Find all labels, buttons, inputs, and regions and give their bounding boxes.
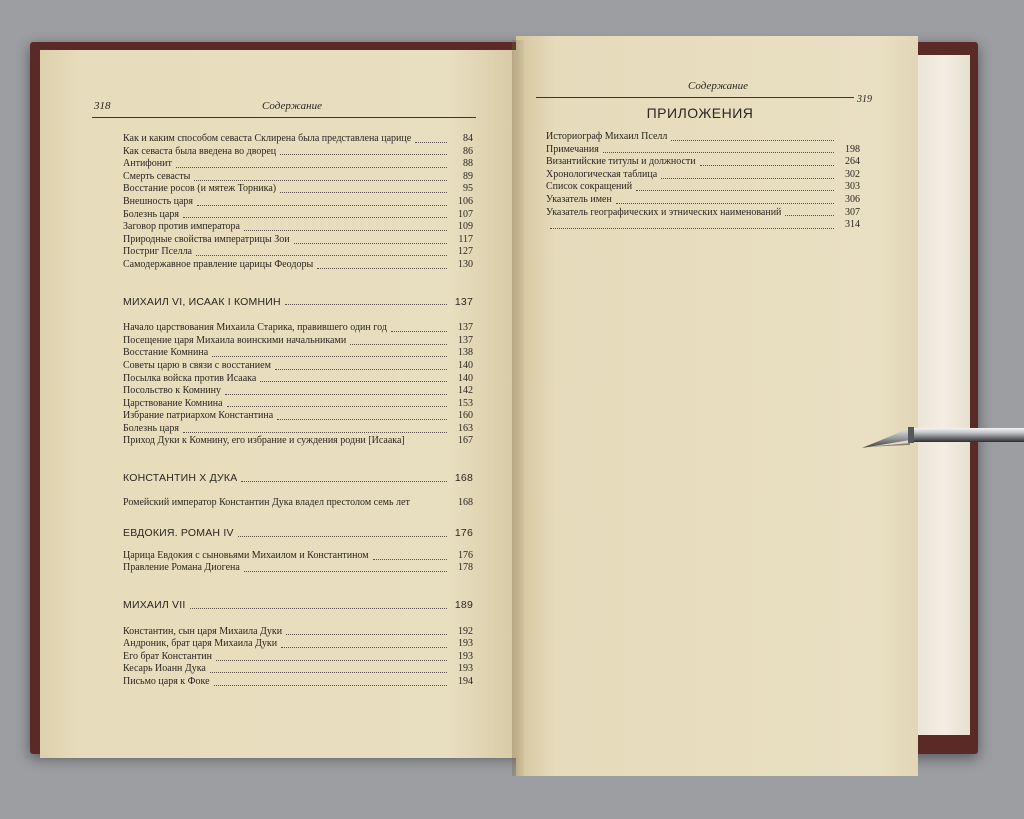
toc-entry-title: Болезнь царя <box>123 208 179 220</box>
leader-dots <box>275 369 447 370</box>
toc-entry[interactable] <box>123 663 473 676</box>
appendix-entry[interactable] <box>546 144 860 157</box>
section-title: МИХАИЛ VII <box>123 599 186 612</box>
toc-entry[interactable] <box>123 626 473 639</box>
leader-dots <box>281 647 447 648</box>
toc-entry-page: 264 <box>845 156 860 168</box>
toc-entry-title: Константин, сын царя Михаила Дуки <box>123 625 283 637</box>
toc-entry-page: 138 <box>458 347 473 359</box>
toc-entry-title: Избрание патриархом Константина <box>123 410 274 422</box>
leader-dots <box>286 634 447 635</box>
leader-dots <box>373 559 447 560</box>
left-page-number: 318 <box>94 100 111 112</box>
toc-entry[interactable] <box>123 676 473 689</box>
right-running-head: Содержание <box>688 80 749 92</box>
leader-dots <box>294 243 447 244</box>
toc-entry-page: 193 <box>458 650 473 662</box>
leader-dots <box>671 140 834 141</box>
toc-entry[interactable] <box>123 360 473 373</box>
toc-entry[interactable] <box>123 246 473 259</box>
toc-entry-page: 95 <box>463 183 473 195</box>
toc-entry-title: Царица Евдокия с сыновьями Михаилом и Константином <box>123 549 369 561</box>
toc-entry-page: 109 <box>458 221 473 233</box>
section-title: МИХАИЛ VI, ИСААК I КОМНИН <box>123 295 281 308</box>
left-header-rule <box>92 117 476 118</box>
toc-entry-title: Царствование Комнина <box>123 397 223 409</box>
leader-dots <box>244 230 447 231</box>
toc-entry-page: 142 <box>458 385 473 397</box>
leader-dots <box>190 608 448 609</box>
left-toc <box>123 133 473 689</box>
toc-entry-page: 306 <box>845 193 860 205</box>
toc-entry[interactable] <box>123 373 473 386</box>
toc-entry-title: Антифонит <box>123 158 172 170</box>
toc-entry-title: Ромейский император Константин Дука владел престолом семь лет <box>123 496 410 508</box>
toc-entry-page: 314 <box>845 219 860 231</box>
toc-entry-page: 117 <box>458 233 473 245</box>
toc-entry-page: 160 <box>458 410 473 422</box>
leader-dots <box>183 432 447 433</box>
toc-entry-page: 193 <box>458 638 473 650</box>
toc-entry[interactable] <box>123 562 473 575</box>
toc-entry-page: 302 <box>845 168 860 180</box>
leader-dots <box>214 685 447 686</box>
leader-dots <box>280 192 447 193</box>
toc-entry[interactable] <box>123 651 473 664</box>
toc-entry[interactable] <box>123 221 473 234</box>
toc-entry-page: 84 <box>463 133 473 144</box>
book-gutter <box>512 40 524 776</box>
leader-dots <box>216 660 447 661</box>
right-header-rule <box>536 97 854 98</box>
section-title: КОНСТАНТИН Х ДУКА <box>123 472 238 485</box>
toc-entry[interactable] <box>123 209 473 222</box>
leader-dots <box>616 203 834 204</box>
toc-entry-page: 137 <box>458 322 473 334</box>
leader-dots <box>350 344 447 345</box>
toc-entry[interactable] <box>123 385 473 398</box>
toc-entry-title: Самодержавное правление царицы Феодоры <box>123 258 314 270</box>
appendix-entry[interactable] <box>546 169 860 182</box>
toc-entry-page: 88 <box>463 158 473 170</box>
section-heading-michael-vi[interactable] <box>123 296 473 309</box>
section-title: ЕВДОКИЯ. РОМАН IV <box>123 527 234 540</box>
toc-entry-title: Советы царю в связи с восстанием <box>123 359 271 371</box>
leader-dots <box>391 331 447 332</box>
leader-dots <box>176 167 447 168</box>
leader-dots <box>227 406 447 407</box>
right-page-number: 319 <box>857 94 872 105</box>
toc-entry-page: 140 <box>458 372 473 384</box>
toc-entry[interactable] <box>123 347 473 360</box>
toc-entry-page: 167 <box>458 435 473 447</box>
appendix-entry[interactable] <box>546 156 860 169</box>
toc-entry-page: 137 <box>458 334 473 346</box>
pen-icon <box>862 425 1024 451</box>
toc-entry-page: 194 <box>458 676 473 687</box>
toc-entry-title: Примечания <box>546 143 599 155</box>
appendix-section-title: ПРИЛОЖЕНИЯ <box>646 105 754 121</box>
toc-entry-title: Список сокращений <box>546 181 633 193</box>
leader-dots <box>785 215 834 216</box>
appendix-entry[interactable] <box>546 219 860 232</box>
toc-entry-page: 192 <box>458 625 473 637</box>
section-heading-constantine-x[interactable] <box>123 472 473 485</box>
toc-entry-title: Византийские титулы и должности <box>546 156 696 168</box>
toc-entry-title: Указатель имен <box>546 193 612 205</box>
toc-entry[interactable] <box>123 322 473 335</box>
toc-entry[interactable] <box>123 133 473 146</box>
toc-entry-page: 176 <box>458 549 473 561</box>
leader-dots <box>700 165 834 166</box>
leader-dots <box>260 381 447 382</box>
toc-entry-title: Указатель географических и этнических наименований <box>546 206 782 218</box>
section-page: 189 <box>454 599 473 612</box>
appendix-entry[interactable] <box>546 131 860 144</box>
toc-entry-title: Начало царствования Михаила Старика, правившего один год <box>123 322 387 334</box>
leader-dots <box>636 190 834 191</box>
toc-entry[interactable] <box>123 638 473 651</box>
appendix-entry[interactable] <box>546 181 860 194</box>
leader-dots <box>415 142 447 143</box>
leader-dots <box>194 180 447 181</box>
leader-dots <box>317 268 447 269</box>
toc-entry-title: Внешность царя <box>123 195 194 207</box>
section-page: 168 <box>454 472 473 485</box>
leader-dots <box>197 205 447 206</box>
toc-entry-title: Восстание росов (и мятеж Торника) <box>123 183 277 195</box>
toc-entry[interactable] <box>123 183 473 196</box>
toc-entry-title: Как и каким способом севаста Склирена была представлена царице <box>123 133 412 144</box>
leader-dots <box>550 228 834 229</box>
toc-entry[interactable] <box>123 196 473 209</box>
toc-entry-title: Приход Дуки к Комнину, его избрание и суждения родни [Исаака] <box>123 435 405 447</box>
toc-entry-title: Кесарь Иоанн Дука <box>123 663 206 675</box>
toc-entry-title: Постриг Пселла <box>123 246 192 258</box>
toc-entry-page: 178 <box>458 562 473 574</box>
toc-entry-title: Болезнь царя <box>123 422 179 434</box>
toc-entry-page: 307 <box>845 206 860 218</box>
toc-entry-title: Его брат Константин <box>123 650 212 662</box>
toc-entry-title: Посольство к Комнину <box>123 385 222 397</box>
section-heading-eudokia[interactable] <box>123 527 473 540</box>
toc-entry[interactable] <box>123 398 473 411</box>
toc-entry-page: 86 <box>463 145 473 157</box>
toc-entry[interactable] <box>123 234 473 247</box>
toc-entry[interactable] <box>123 146 473 159</box>
toc-entry-title: Правление Романа Диогена <box>123 562 240 574</box>
leader-dots <box>244 571 447 572</box>
toc-entry-title: Хронологическая таблица <box>546 168 658 180</box>
toc-entry-page: 153 <box>458 397 473 409</box>
toc-entry-title: Природные свойства императрицы Зои <box>123 233 290 245</box>
right-toc <box>546 131 860 232</box>
leader-dots <box>196 255 447 256</box>
toc-entry-wrap[interactable] <box>123 435 473 448</box>
toc-entry-title: Историограф Михаил Пселл <box>546 131 668 142</box>
leader-dots <box>280 154 447 155</box>
leader-dots <box>277 419 447 420</box>
toc-entry-title: Посылка войска против Исаака <box>123 372 257 384</box>
toc-entry[interactable] <box>123 410 473 423</box>
toc-entry-page: 193 <box>458 663 473 675</box>
leader-dots <box>285 304 447 305</box>
toc-entry-page: 140 <box>458 359 473 371</box>
toc-entry[interactable] <box>123 171 473 184</box>
toc-entry-page: 198 <box>845 143 860 155</box>
toc-entry-page: 303 <box>845 181 860 193</box>
toc-entry[interactable] <box>123 550 473 563</box>
toc-entry-page: 130 <box>458 258 473 270</box>
toc-entry-title: Как севаста была введена во дворец <box>123 145 277 157</box>
leader-dots <box>241 481 447 482</box>
toc-entry-page: 163 <box>458 422 473 434</box>
toc-entry-page: 106 <box>458 195 473 207</box>
toc-entry-title: Андроник, брат царя Михаила Дуки <box>123 638 278 650</box>
toc-entry-title: Посещение царя Михаила воинскими начальниками <box>123 334 347 346</box>
leader-dots <box>661 178 834 179</box>
left-running-head: Содержание <box>262 100 323 112</box>
leader-dots <box>238 536 447 537</box>
toc-entry[interactable] <box>123 259 473 272</box>
toc-entry[interactable] <box>123 423 473 436</box>
toc-entry[interactable] <box>123 158 473 171</box>
toc-entry-page: 107 <box>458 208 473 220</box>
section-heading-michael-vii[interactable] <box>123 599 473 612</box>
section-page: 176 <box>454 527 473 540</box>
section-page: 137 <box>454 295 473 308</box>
leader-dots <box>603 152 834 153</box>
leader-dots <box>210 672 447 673</box>
toc-entry-title: Восстание Комнина <box>123 347 209 359</box>
appendix-entry[interactable] <box>546 194 860 207</box>
appendix-entry[interactable] <box>546 207 860 220</box>
toc-entry-page: 127 <box>458 246 473 258</box>
toc-entry-wrap[interactable] <box>123 497 473 510</box>
leader-dots <box>212 356 447 357</box>
toc-entry-title: Заговор против императора <box>123 221 240 233</box>
leader-dots <box>225 394 447 395</box>
leader-dots <box>183 217 447 218</box>
toc-entry-page: 168 <box>458 496 473 508</box>
toc-entry-page: 89 <box>463 170 473 182</box>
toc-entry[interactable] <box>123 335 473 348</box>
toc-entry-title: Письмо царя к Фоке <box>123 676 210 687</box>
toc-entry-title: Смерть севасты <box>123 170 191 182</box>
